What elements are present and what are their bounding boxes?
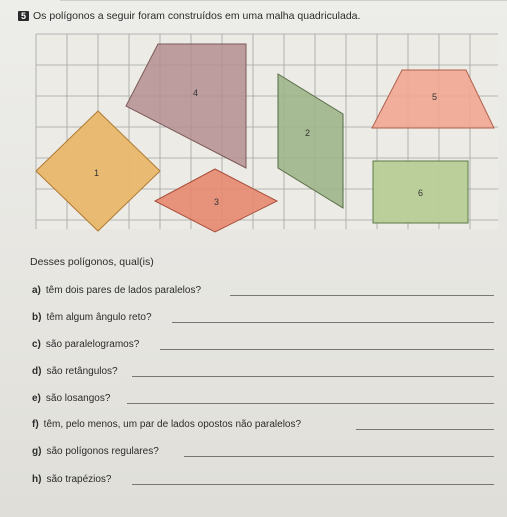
- answer-line-g[interactable]: [184, 456, 494, 457]
- polygon-4-label: 4: [193, 88, 199, 98]
- polygon-6-label: 6: [418, 188, 424, 198]
- question-letter: b): [32, 312, 42, 323]
- question-text: são polígonos regulares?: [46, 446, 159, 457]
- question-letter: h): [32, 474, 42, 485]
- answer-line-c[interactable]: [160, 349, 494, 350]
- answer-line-d[interactable]: [132, 376, 494, 377]
- questions-intro: Desses polígonos, qual(is): [30, 256, 154, 268]
- question-letter: d): [32, 366, 42, 377]
- question-text: são trapézios?: [46, 474, 112, 485]
- question-text: têm dois pares de lados paralelos?: [45, 285, 201, 296]
- polygon-3-label: 3: [214, 197, 220, 207]
- question-g: [32, 446, 159, 457]
- question-d: [32, 366, 118, 377]
- exercise-text: Os polígonos a seguir foram construídos em uma malha quadriculada.: [33, 10, 361, 22]
- polygon-grid-figure: [0, 0, 507, 250]
- answer-line-h[interactable]: [132, 484, 494, 485]
- exercise-number: 5: [18, 11, 29, 21]
- answer-line-b[interactable]: [172, 322, 494, 323]
- question-letter: a): [32, 285, 41, 296]
- answer-line-a[interactable]: [230, 295, 494, 296]
- polygon-1-label: 1: [94, 168, 100, 178]
- question-a: [32, 285, 201, 296]
- question-b: [32, 312, 152, 323]
- question-f: [32, 419, 301, 430]
- question-letter: g): [32, 446, 42, 457]
- answer-line-f[interactable]: [356, 429, 494, 430]
- question-h: [32, 474, 112, 485]
- question-letter: c): [32, 339, 41, 350]
- question-text: são retângulos?: [46, 366, 118, 377]
- answer-line-e[interactable]: [127, 403, 494, 404]
- question-text: são paralelogramos?: [45, 339, 140, 350]
- question-text: têm, pelo menos, um par de lados opostos não paralelos?: [43, 419, 302, 430]
- polygon-5-label: 5: [432, 92, 438, 102]
- polygon-2-label: 2: [305, 128, 311, 138]
- question-text: têm algum ângulo reto?: [46, 312, 152, 323]
- question-text: são losangos?: [45, 393, 111, 404]
- question-e: [32, 393, 110, 404]
- question-letter: e): [32, 393, 41, 404]
- question-c: [32, 339, 139, 350]
- question-letter: f): [32, 419, 39, 430]
